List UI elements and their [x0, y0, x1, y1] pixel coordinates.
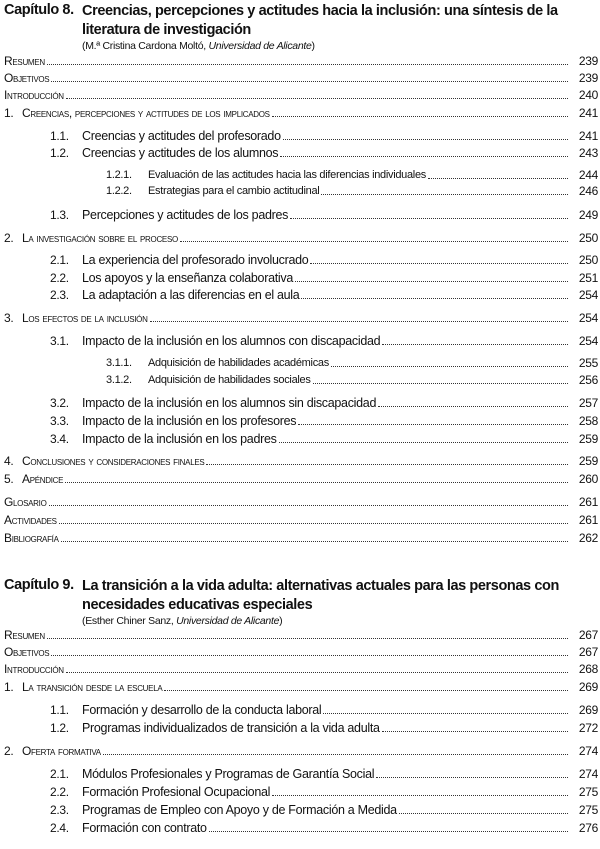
page-number: 274 — [578, 767, 598, 781]
author-name: Esther Chiner Sanz — [85, 615, 171, 627]
page-number: 269 — [578, 680, 598, 694]
dot-leader — [66, 672, 568, 673]
dot-leader — [51, 655, 568, 656]
dot-leader — [47, 638, 568, 639]
page-number: 267 — [578, 645, 598, 659]
page-number: 259 — [578, 454, 598, 468]
entry-number: 2.4. — [50, 821, 69, 835]
entry-title: Creencias y actitudes de los alumnos — [82, 146, 279, 160]
entry-title: Impacto de la inclusión en los alumnos con discapacidad — [82, 334, 381, 348]
toc-entry[interactable] — [0, 626, 598, 642]
entry-title: Programas de Empleo con Apoyo y de Formación a Medida — [82, 803, 397, 817]
toc-entry[interactable] — [0, 69, 598, 85]
chapter-label: Capítulo 8. — [4, 2, 74, 18]
entry-title: Adquisición de habilidades sociales — [148, 374, 311, 386]
entry-title: Glosario — [4, 495, 47, 509]
dot-leader — [376, 777, 568, 778]
entry-number: 3.4. — [50, 432, 69, 446]
entry-title: Programas individualizados de transición a la vida adulta — [82, 721, 380, 735]
toc-entry[interactable] — [0, 127, 598, 143]
entry-number: 1.1. — [50, 703, 69, 717]
entry-title: Estrategias para el cambio actitudinal — [148, 185, 320, 197]
page-number: 269 — [578, 703, 598, 717]
dot-leader — [272, 116, 568, 117]
entry-title: Impacto de la inclusión en los profesores — [82, 414, 297, 428]
dot-leader — [323, 713, 568, 714]
entry-number: 3.3. — [50, 414, 69, 428]
dot-leader — [298, 424, 568, 425]
page-number: 261 — [578, 513, 598, 527]
dot-leader — [51, 81, 568, 82]
entry-number: 2.3. — [50, 803, 69, 817]
toc-entry[interactable] — [0, 765, 598, 781]
entry-title: La investigación sobre el proceso — [22, 231, 178, 245]
entry-number: 2. — [4, 231, 14, 245]
entry-number: 1.1. — [50, 129, 69, 143]
entry-number: 2.2. — [50, 271, 69, 285]
dot-leader — [59, 523, 568, 524]
dot-leader — [47, 64, 568, 65]
dot-leader — [206, 464, 568, 465]
toc-entry[interactable] — [0, 452, 598, 468]
page-number: 257 — [578, 396, 598, 410]
entry-number: 2. — [4, 744, 14, 758]
entry-number: 2.2. — [50, 785, 69, 799]
entry-title: Objetivos — [4, 71, 50, 85]
dot-leader — [61, 541, 568, 542]
entry-title: Módulos Profesionales y Programas de Garantía Social — [82, 767, 375, 781]
page-number: 241 — [578, 129, 598, 143]
entry-number: 1. — [4, 106, 14, 120]
page-number: 239 — [578, 54, 598, 68]
entry-title: Formación con contrato — [82, 821, 207, 835]
toc-entry[interactable] — [0, 144, 598, 160]
dot-leader — [321, 194, 568, 195]
dot-leader — [150, 321, 568, 322]
entry-title: La experiencia del profesorado involucrado — [82, 253, 309, 267]
page-number: 256 — [578, 373, 598, 387]
dot-leader — [49, 505, 568, 506]
entry-number: 1.2. — [50, 146, 69, 160]
page-number: 258 — [578, 414, 598, 428]
entry-title: Percepciones y actitudes de los padres — [82, 208, 289, 222]
entry-number: 2.1. — [50, 767, 69, 781]
author-affiliation: Universidad de Alicante — [208, 40, 312, 52]
entry-title: Impacto de la inclusión en los padres — [82, 432, 277, 446]
toc-entry[interactable] — [0, 701, 598, 717]
entry-number: 3. — [4, 311, 14, 325]
entry-number: 5. — [4, 472, 14, 486]
toc-entry[interactable] — [0, 742, 598, 758]
page-number: 275 — [578, 785, 598, 799]
toc-entry[interactable] — [0, 182, 598, 198]
page-number: 250 — [578, 231, 598, 245]
toc-entry[interactable] — [0, 309, 598, 325]
entry-title: Oferta formativa — [22, 744, 101, 758]
entry-title: Introducción — [4, 88, 64, 102]
entry-title: Impacto de la inclusión en los alumnos sin discapacidad — [82, 396, 377, 410]
toc-entry[interactable] — [0, 86, 598, 102]
toc-entry[interactable] — [0, 678, 598, 694]
dot-leader — [331, 366, 568, 367]
chapter-author: (M.ª Cristina Cardona Moltó, Universidad de Alicante) — [82, 40, 315, 52]
page-number: 246 — [578, 184, 598, 198]
chapter-title: Creencias, percepciones y actitudes hacia la inclusión: una síntesis de la literatura de investigación — [82, 3, 558, 38]
page-number: 276 — [578, 821, 598, 835]
entry-number: 3.2. — [50, 396, 69, 410]
chapter-title: La transición a la vida adulta: alternativas actuales para las personas con necesidades educativas especiales — [82, 578, 559, 613]
dot-leader — [279, 442, 568, 443]
page-number: 274 — [578, 744, 598, 758]
page-number: 255 — [578, 356, 598, 370]
dot-leader — [382, 731, 568, 732]
page-number: 254 — [578, 288, 598, 302]
toc-entry[interactable] — [0, 166, 598, 182]
entry-title: Introducción — [4, 662, 64, 676]
dot-leader — [209, 831, 568, 832]
entry-title: Resumen — [4, 628, 45, 642]
entry-title: La adaptación a las diferencias en el aula — [82, 288, 300, 302]
entry-title: Evaluación de las actitudes hacia las diferencias individuales — [148, 169, 426, 181]
page-number: 268 — [578, 662, 598, 676]
toc-entry[interactable] — [0, 229, 598, 245]
page-number: 259 — [578, 432, 598, 446]
toc-entry[interactable] — [0, 719, 598, 735]
entry-number: 1.2.2. — [106, 185, 132, 197]
dot-leader — [280, 156, 568, 157]
entry-title: Objetivos — [4, 645, 50, 659]
page-number: 262 — [578, 531, 598, 545]
entry-title: Los apoyos y la enseñanza colaborativa — [82, 271, 293, 285]
page-number: 241 — [578, 106, 598, 120]
entry-number: 4. — [4, 454, 14, 468]
toc-entry[interactable] — [0, 269, 598, 285]
toc-entry[interactable] — [0, 371, 598, 387]
dot-leader — [272, 795, 568, 796]
entry-title: Los efectos de la inclusión — [22, 311, 148, 325]
page-number: 251 — [578, 271, 598, 285]
entry-title: Actividades — [4, 513, 57, 527]
dot-leader — [65, 482, 568, 483]
entry-title: Formación y desarrollo de la conducta laboral — [82, 703, 322, 717]
entry-number: 3.1.1. — [106, 357, 132, 369]
entry-title: Conclusiones y consideraciones finales — [22, 454, 205, 468]
toc-entry[interactable] — [0, 493, 598, 509]
author-name: M.ª Cristina Cardona Moltó — [85, 40, 204, 52]
entry-number: 1. — [4, 680, 14, 694]
page-number: 240 — [578, 88, 598, 102]
page-number: 272 — [578, 721, 598, 735]
page-number: 254 — [578, 311, 598, 325]
dot-leader — [180, 241, 568, 242]
page-number: 267 — [578, 628, 598, 642]
page-number: 260 — [578, 472, 598, 486]
toc-entry[interactable] — [0, 529, 598, 545]
toc-entry[interactable] — [0, 394, 598, 410]
toc-entry[interactable] — [0, 801, 598, 817]
toc-entry[interactable] — [0, 52, 598, 68]
dot-leader — [290, 218, 568, 219]
entry-number: 1.2. — [50, 721, 69, 735]
dot-leader — [103, 754, 568, 755]
page-number: 254 — [578, 334, 598, 348]
entry-title: Apéndice — [22, 472, 64, 486]
page-number: 249 — [578, 208, 598, 222]
toc-entry[interactable] — [0, 783, 598, 799]
entry-number: 3.1. — [50, 334, 69, 348]
toc-entry[interactable] — [0, 430, 598, 446]
entry-number: 2.1. — [50, 253, 69, 267]
toc-entry[interactable] — [0, 104, 598, 120]
dot-leader — [295, 281, 568, 282]
dot-leader — [301, 298, 568, 299]
dot-leader — [164, 690, 568, 691]
entry-number: 1.3. — [50, 208, 69, 222]
chapter-author: (Esther Chiner Sanz, Universidad de Alicante) — [82, 615, 283, 627]
toc-entry[interactable] — [0, 206, 598, 222]
entry-number: 1.2.1. — [106, 169, 132, 181]
dot-leader — [382, 344, 568, 345]
dot-leader — [378, 406, 568, 407]
page-number: 239 — [578, 71, 598, 85]
author-affiliation: Universidad de Alicante — [176, 615, 280, 627]
entry-title: Creencias y actitudes del profesorado — [82, 129, 281, 143]
toc-entry[interactable] — [0, 643, 598, 659]
toc-entry[interactable] — [0, 470, 598, 486]
toc-entry[interactable] — [0, 511, 598, 527]
entry-title: Formación Profesional Ocupacional — [82, 785, 271, 799]
entry-title: Creencias, percepciones y actitudes de los implicados — [22, 106, 270, 120]
toc-entry[interactable] — [0, 412, 598, 428]
entry-number: 2.3. — [50, 288, 69, 302]
page-number: 250 — [578, 253, 598, 267]
dot-leader — [428, 178, 568, 179]
toc-entry[interactable] — [0, 332, 598, 348]
toc-entry[interactable] — [0, 819, 598, 835]
dot-leader — [283, 139, 568, 140]
dot-leader — [399, 813, 568, 814]
chapter-label: Capítulo 9. — [4, 577, 74, 593]
dot-leader — [310, 263, 568, 264]
entry-title: La transición desde la escuela — [22, 680, 163, 694]
entry-title: Resumen — [4, 54, 45, 68]
toc-entry[interactable] — [0, 251, 598, 267]
toc-entry[interactable] — [0, 660, 598, 676]
page-number: 243 — [578, 146, 598, 160]
entry-title: Adquisición de habilidades académicas — [148, 357, 329, 369]
dot-leader — [66, 98, 568, 99]
entry-number: 3.1.2. — [106, 374, 132, 386]
page-number: 244 — [578, 168, 598, 182]
toc-entry[interactable] — [0, 354, 598, 370]
dot-leader — [313, 383, 568, 384]
toc-entry[interactable] — [0, 286, 598, 302]
page-number: 275 — [578, 803, 598, 817]
entry-title: Bibliografía — [4, 531, 59, 545]
page-number: 261 — [578, 495, 598, 509]
